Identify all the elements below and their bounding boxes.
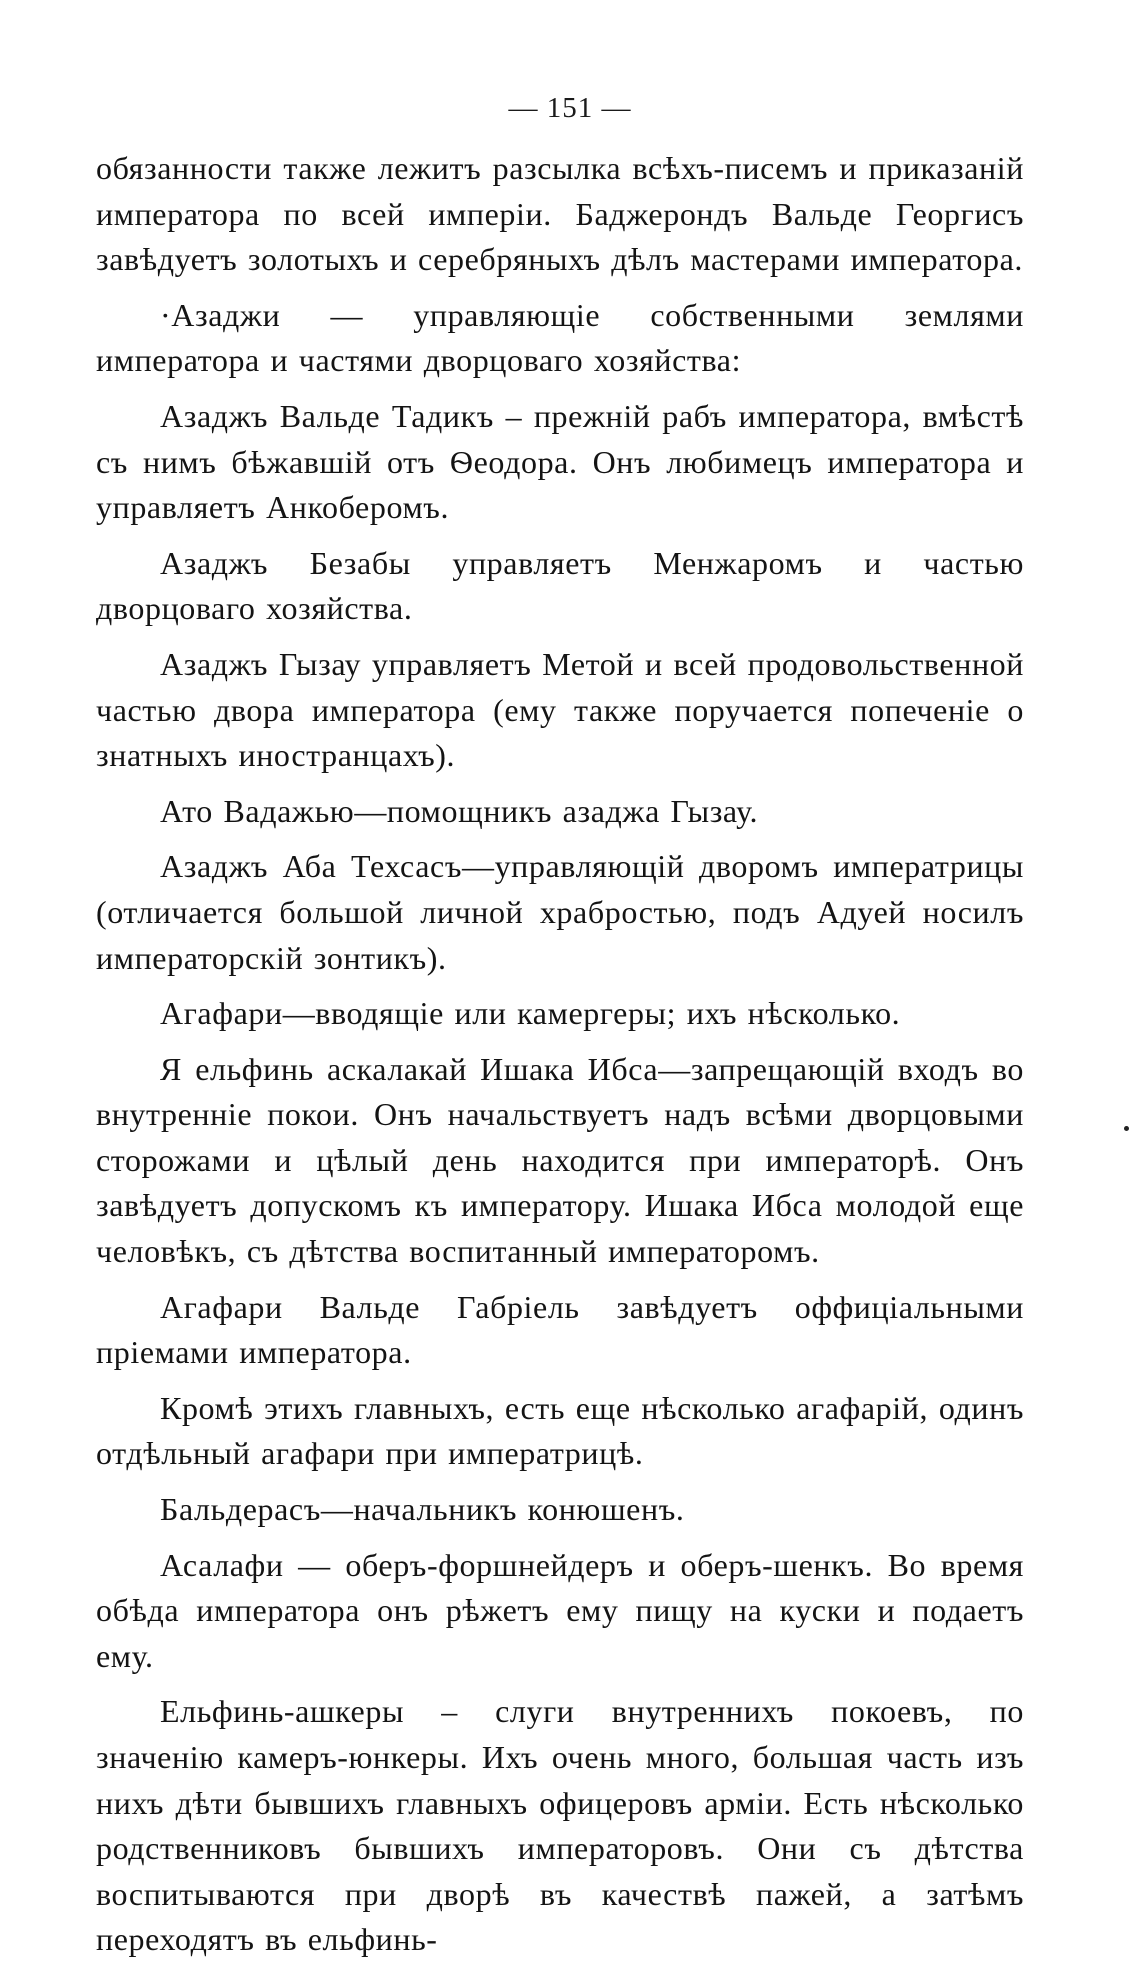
page-body-text — [96, 146, 1024, 1973]
paragraph-azadzh-gyzau: Азаджъ Гызау управляетъ Метой и всей продовольственной частью двора императора (ему также поручается попеченіе о знатныхъ иностранцахъ). — [96, 645, 1024, 774]
paragraph-asalafi: Асалафи — оберъ-форшнейдеръ и оберъ-шенкъ. Во время обѣда императора онъ рѣжетъ ему пищу на куски и подаетъ ему. — [96, 1546, 1024, 1674]
paragraph-elfin-ashkery: Ельфинь-ашкеры – слуги внутреннихъ покоевъ, по значенію камеръ-юнкеры. Ихъ очень много, большая часть изъ нихъ дѣти бывшихъ главныхъ офицеровъ арміи. Есть нѣсколько родственниковъ бывшихъ императоровъ. Они съ дѣтства воспитываются при дворѣ въ качествѣ пажей, а затѣмъ переходятъ въ ельфинь- — [96, 1693, 1024, 1958]
paragraph-balderas: Бальдерасъ—начальникъ конюшенъ. — [160, 1491, 685, 1528]
page-number: — 151 — — [508, 92, 632, 124]
paragraph-elfin-askalakai: Я ельфинь аскалакай Ишака Ибса—запрещающій входъ во внутренніе покои. Онъ начальствуетъ надъ всѣми дворцовыми сторожами и цѣлый день находится при императорѣ. Онъ завѣдуетъ допускомъ къ императору. Ишака Ибса молодой еще человѣкъ, съ дѣтства воспитанный императоромъ. — [96, 1050, 1024, 1270]
paragraph-agafari: Агафари—вводящіе или камергеры; ихъ нѣсколько. — [160, 995, 901, 1032]
paragraph-other-agafari: Кромѣ этихъ главныхъ, есть еще нѣсколько агафарій, одинъ отдѣльный агафари при императрицѣ. — [96, 1389, 1024, 1472]
paragraph-azadzh-bezaby: Азаджъ Безабы управляетъ Менжаромъ и частью дворцоваго хозяйства. — [96, 544, 1024, 627]
paragraph-azadzh-aba-tekhsas: Азаджъ Аба Техсасъ—управляющій дворомъ императрицы (отличается большой личной храбростью, подъ Адуей носилъ императорскій зонтикъ). — [96, 848, 1024, 976]
paragraph-agafari-valde-gabriel: Агафари Вальде Габріель завѣдуетъ оффиціальными пріемами императора. — [96, 1288, 1024, 1371]
paragraph-azadzh-valde-tadik: Азаджъ Вальде Тадикъ – прежній рабъ императора, вмѣстѣ съ нимъ бѣжавшій отъ Ѳеодора. Онъ любимецъ императора и управляетъ Анкоберомъ. — [96, 397, 1024, 526]
ink-speck — [1124, 1126, 1129, 1131]
paragraph-continuation: обязанности также лежитъ разсылка всѣхъ-писемъ и приказаній императора по всей имперіи. Баджерондъ Вальде Георгисъ завѣдуетъ золотыхъ и серебряныхъ дѣлъ мастерами императора. — [96, 150, 1024, 278]
paragraph-ato-vadazhyu: Ато Вадажью—помощникъ азаджа Гызау. — [160, 792, 759, 829]
paragraph-azadzhi: ·Азаджи — управляющіе собственными землями императора и частями дворцоваго хозяйства: — [96, 296, 1024, 379]
